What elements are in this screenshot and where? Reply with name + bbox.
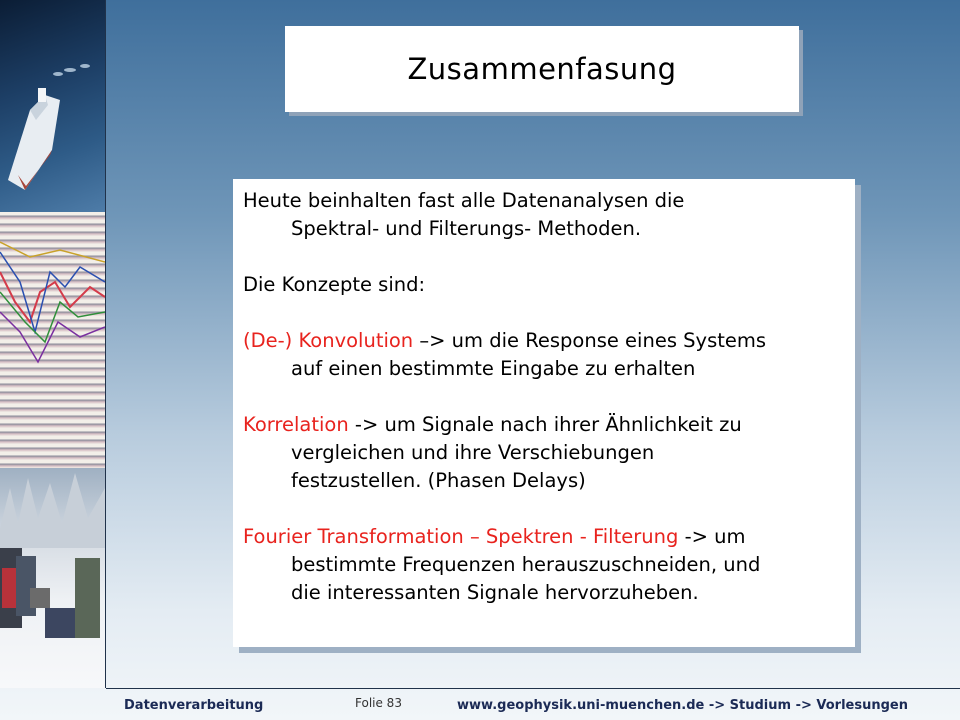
concept-term-konvolution: (De-) Konvolution [243, 329, 414, 352]
intro-line-1: Heute beinhalten fast alle Datenanalysen die [243, 189, 685, 212]
seismic-section-image [0, 212, 105, 468]
concepts-heading: Die Konzepte sind: [243, 273, 426, 296]
title-box [285, 26, 799, 112]
concept-text-korrelation-1: -> um Signale nach ihrer Ähnlichkeit zu [348, 413, 742, 436]
concept-item-konvolution [243, 327, 843, 383]
footer-slide-number: Folie 83 [355, 696, 402, 710]
concept-text-korrelation-2: vergleichen und ihre Verschiebungen [291, 441, 655, 464]
footer-website-path: www.geophysik.uni-muenchen.de -> Studium -> Vorlesungen [457, 698, 908, 713]
concept-item-fourier [243, 523, 843, 607]
concept-text-fourier-1: -> um [678, 525, 746, 548]
intro-line-2: Spektral- und Filterungs- Methoden. [291, 217, 642, 240]
concept-text-fourier-3: die interessanten Signale hervorzuheben. [291, 581, 699, 604]
side-image-strip [0, 0, 105, 688]
concept-item-korrelation [243, 411, 843, 495]
concept-term-fourier: Fourier Transformation – Spektren - Filterung [243, 525, 679, 548]
slide-title: Zusammenfasung [407, 52, 677, 86]
intro-paragraph [243, 187, 843, 243]
concept-term-korrelation: Korrelation [243, 413, 349, 436]
field-crew-snow-image [0, 468, 105, 688]
side-divider [105, 0, 106, 688]
footer-course-name: Datenverarbeitung [124, 698, 264, 713]
concept-text-korrelation-3: festzustellen. (Phasen Delays) [291, 469, 586, 492]
concept-text-fourier-2: bestimmte Frequenzen herauszuschneiden, und [291, 553, 761, 576]
content-box [233, 179, 855, 647]
footer-divider [106, 688, 960, 689]
research-ship-image [0, 0, 105, 212]
concept-text-konvolution-2: auf einen bestimmte Eingabe zu erhalten [291, 357, 696, 380]
concept-text-konvolution-1: –> um die Response eines Systems [413, 329, 767, 352]
